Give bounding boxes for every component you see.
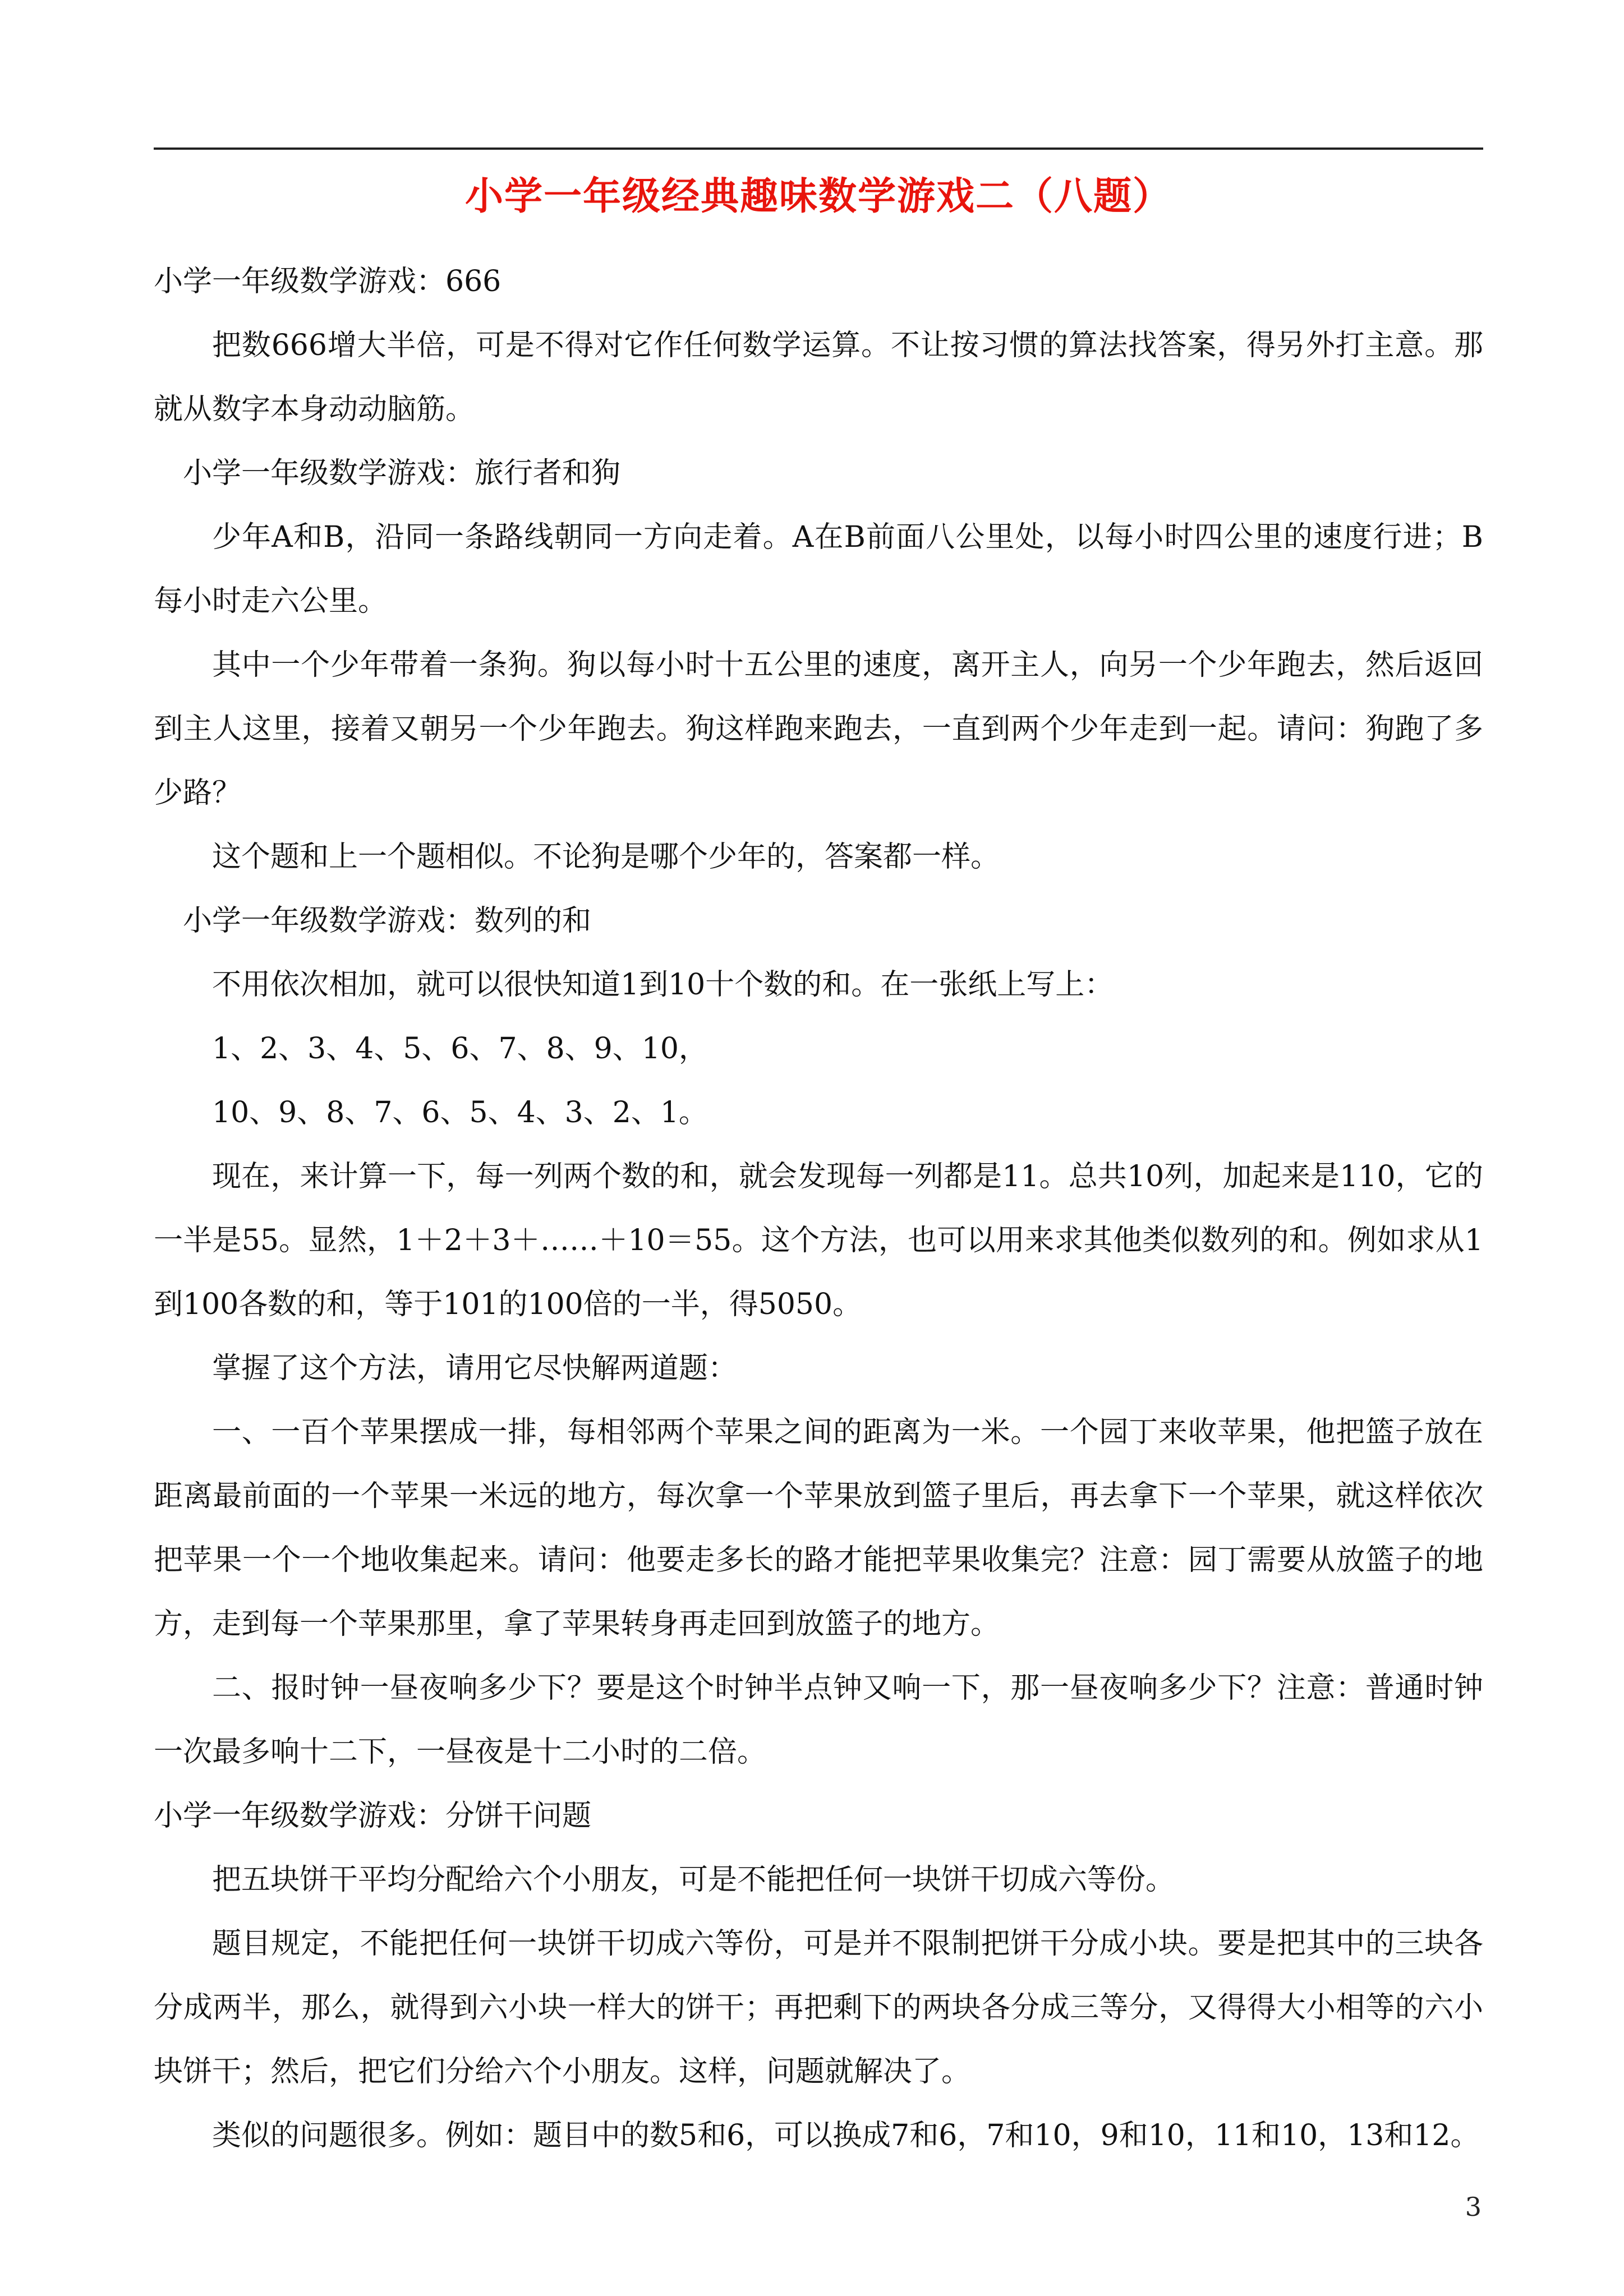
body-paragraph: 10、9、8、7、6、5、4、3、2、1。 <box>212 1096 708 1129</box>
section-heading: 小学一年级数学游戏：666 <box>154 265 502 298</box>
body-paragraph: 题目规定，不能把任何一块饼干切成六等份，可是并不限制把饼干分成小块。要是把其中的三块各分成两半，那么，就得到六小块一样大的饼干；再把剩下的两块各分成三等分，又得得大小相等的六小块饼干；然后，把它们分给六个小朋友。这样，问题就解决了。 <box>154 1927 1483 2088</box>
section-heading: 小学一年级数学游戏：旅行者和狗 <box>183 457 621 490</box>
body-paragraph: 掌握了这个方法，请用它尽快解两道题： <box>212 1352 738 1385</box>
body-paragraph: 1、2、3、4、5、6、7、8、9、10， <box>212 1032 708 1066</box>
section-heading: 小学一年级数学游戏：分饼干问题 <box>154 1799 592 1833</box>
body-paragraph: 少年A和B，沿同一条路线朝同一方向走着。A在B前面八公里处，以每小时四公里的速度行进；B每小时走六公里。 <box>154 520 1483 618</box>
body-paragraph: 其中一个少年带着一条狗。狗以每小时十五公里的速度，离开主人，向另一个少年跑去，然后返回到主人这里，接着又朝另一个少年跑去。狗这样跑来跑去，一直到两个少年走到一起。请问：狗跑了多少路？ <box>154 648 1483 810</box>
body-paragraph: 一、一百个苹果摆成一排，每相邻两个苹果之间的距离为一米。一个园丁来收苹果，他把篮子放在距离最前面的一个苹果一米远的地方，每次拿一个苹果放到篮子里后，再去拿下一个苹果，就这样依次把苹果一个一个地收集起来。请问：他要走多长的路才能把苹果收集完？注意：园丁需要从放篮子的地方，走到每一个苹果那里，拿了苹果转身再走回到放篮子的地方。 <box>154 1416 1483 1641</box>
body-paragraph: 把数666增大半倍，可是不得对它作任何数学运算。不让按习惯的算法找答案，得另外打主意。那就从数字本身动动脑筋。 <box>154 329 1483 426</box>
document-body <box>154 250 1483 2168</box>
body-paragraph: 二、报时钟一昼夜响多少下？要是这个时钟半点钟又响一下，那一昼夜响多少下？注意：普通时钟一次最多响十二下，一昼夜是十二小时的二倍。 <box>154 1671 1483 1769</box>
body-paragraph: 把五块饼干平均分配给六个小朋友，可是不能把任何一块饼干切成六等份。 <box>212 1863 1175 1897</box>
document-title: 小学一年级经典趣味数学游戏二（八题） <box>464 174 1172 219</box>
body-paragraph: 不用依次相加，就可以很快知道1到10十个数的和。在一张纸上写上： <box>212 968 1114 1002</box>
header-rule <box>154 147 1483 150</box>
body-paragraph: 类似的问题很多。例如：题目中的数5和6，可以换成7和6，7和10，9和10，11和10，13和12。 <box>212 2119 1480 2152</box>
body-paragraph: 现在，来计算一下，每一列两个数的和，就会发现每一列都是11。总共10列，加起来是110，它的一半是55。显然，1＋2＋3＋……＋10＝55。这个方法，也可以用来求其他类似数列的和。例如求从1到100各数的和，等于101的100倍的一半，得5050。 <box>154 1160 1483 1321</box>
page-number: 3 <box>1465 2192 1482 2222</box>
section-heading: 小学一年级数学游戏：数列的和 <box>183 904 592 938</box>
body-paragraph: 这个题和上一个题相似。不论狗是哪个少年的，答案都一样。 <box>212 840 1000 874</box>
